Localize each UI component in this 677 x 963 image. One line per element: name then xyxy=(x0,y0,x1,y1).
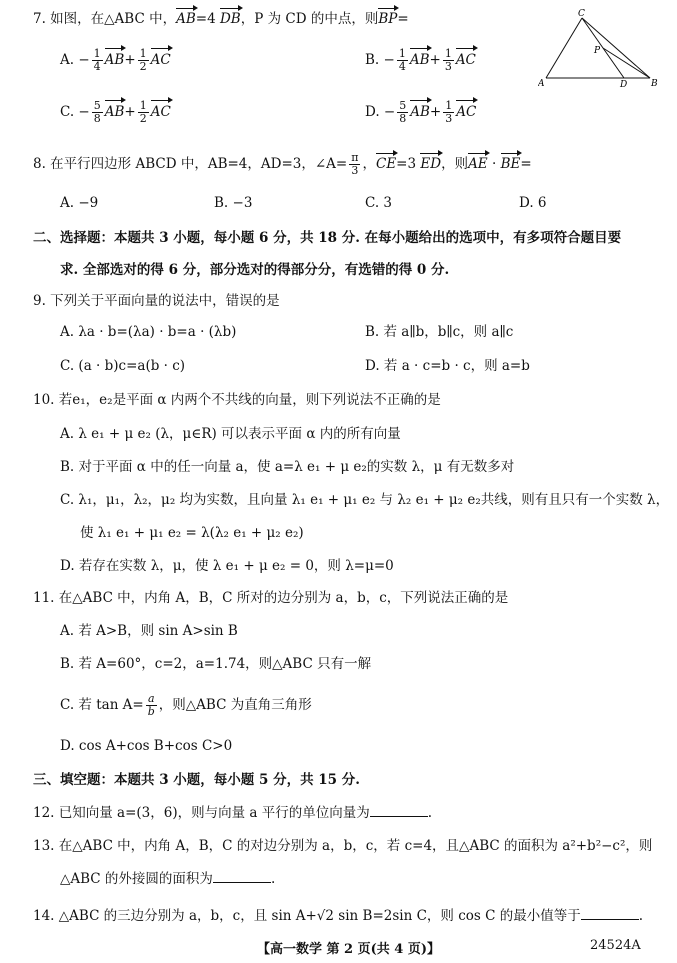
q7-rest: ，P 为 CD 的中点，则 xyxy=(240,11,379,27)
q10-stem: 10. 若e₁，e₂是平面 α 内两个不共线的向量，则下列说法不正确的是 xyxy=(33,392,441,408)
fraction xyxy=(397,100,408,125)
vec-ab: AB xyxy=(409,52,430,68)
q7-tail: = xyxy=(397,11,409,27)
q13-stem: 13. 在△ABC 中，内角 A，B，C 的对边分别为 a，b，c，若 c=4，且△ABC 的面积为 a²+b²−c²，则 xyxy=(33,838,653,854)
side-ca xyxy=(546,18,582,78)
q7-stem-text: 7. 如图，在△ABC 中， xyxy=(33,11,177,27)
fraction-a-b xyxy=(146,693,157,718)
q7-stem xyxy=(33,10,409,28)
q11-option-b: B. 若 A=60°，c=2，a=1.74，则△ABC 只有一解 xyxy=(60,656,372,672)
numerator: 1 xyxy=(93,47,101,60)
label-c: C xyxy=(578,9,585,19)
vec-ac: AC xyxy=(150,52,171,68)
vec-ac: AC xyxy=(456,104,477,120)
denominator: 4 xyxy=(93,60,101,73)
vec-ab: AB xyxy=(176,11,196,27)
q8-option-b: B. −3 xyxy=(214,195,253,211)
fraction xyxy=(138,48,149,73)
q8-option-a: A. −9 xyxy=(60,195,99,211)
numerator: a xyxy=(146,693,157,706)
label-b: B xyxy=(651,79,658,88)
q7-option-a xyxy=(60,48,171,73)
denominator: 4 xyxy=(398,60,406,73)
q9-option-a: A. λa · b=(λa) · b=a · (λb) xyxy=(60,324,237,340)
q11-stem: 11. 在△ABC 中，内角 A，B，C 所对的边分别为 a，b，c，下列说法正确的是 xyxy=(33,590,509,606)
opt-label: B. − xyxy=(365,52,395,68)
dot-operator: · xyxy=(491,156,497,172)
fraction xyxy=(443,48,454,73)
fraction-pi-3 xyxy=(349,152,360,177)
q8-option-d: D. 6 xyxy=(519,195,547,211)
numerator: π xyxy=(351,151,359,164)
q7-option-d xyxy=(365,100,476,125)
vec-db: DB xyxy=(219,11,241,27)
numerator: 1 xyxy=(445,99,453,112)
q12 xyxy=(33,804,432,822)
vec-ab: AB xyxy=(104,52,125,68)
numerator: 1 xyxy=(398,47,406,60)
q10-option-b: B. 对于平面 α 中的任一向量 a，使 a=λ e₁ + μ e₂的实数 λ，μ 有无数多对 xyxy=(60,459,515,475)
denominator: 2 xyxy=(139,112,147,125)
numerator: 5 xyxy=(93,99,101,112)
q8-option-c: C. 3 xyxy=(365,195,393,211)
numerator: 1 xyxy=(444,47,452,60)
vec-be: BE xyxy=(500,156,521,172)
label-a: A xyxy=(538,79,545,88)
q14 xyxy=(33,907,643,925)
denominator: b xyxy=(147,705,155,718)
q7-eq: =4 xyxy=(195,11,216,27)
q11-option-a: A. 若 A>B，则 sin A>sin B xyxy=(60,623,238,639)
q14-end: . xyxy=(638,908,644,924)
segment-pb xyxy=(603,48,650,78)
denominator: 3 xyxy=(445,112,453,125)
q7-option-c xyxy=(60,100,171,125)
q13-end: . xyxy=(270,871,276,887)
vec-ed: ED xyxy=(420,156,442,172)
section-2-heading: 二、选择题：本题共 3 小题，每小题 6 分，共 18 分. 在每小题给出的选项中，有多项符合题目要 xyxy=(33,230,622,246)
q14-stem: 14. △ABC 的三边分别为 a，b，c，且 sin A+√2 sin B=2sin C，则 cos C 的最小值等于 xyxy=(33,908,581,924)
page-footer: 【高一数学 第 2 页(共 4 页)】 xyxy=(257,942,441,957)
opt-label: C. − xyxy=(60,104,90,120)
q7-option-b xyxy=(365,48,476,73)
plus: + xyxy=(429,52,441,68)
q13-stem-cont: △ABC 的外接圆的面积为 xyxy=(60,871,213,887)
denominator: 8 xyxy=(93,112,101,125)
fraction xyxy=(92,48,103,73)
q8-eq: =3 xyxy=(396,156,417,172)
vec-ab: AB xyxy=(104,104,125,120)
answer-blank xyxy=(370,804,428,817)
fraction xyxy=(92,100,103,125)
section-2-heading-cont: 求. 全部选对的得 6 分，部分选对的得部分分，有选错的得 0 分. xyxy=(60,262,450,278)
triangle-figure xyxy=(538,8,662,88)
plus: + xyxy=(124,104,136,120)
section-3-heading: 三、填空题：本题共 3 小题，每小题 5 分，共 15 分. xyxy=(33,772,360,788)
vec-ac: AC xyxy=(455,52,476,68)
fraction xyxy=(397,48,408,73)
q10-option-c: C. λ₁，μ₁，λ₂，μ₂ 均为实数，且向量 λ₁ e₁ + μ₁ e₂ 与 λ₂ e₁ + μ₂ e₂共线，则有且只有一个实数 λ， xyxy=(60,492,670,508)
q10-option-c-cont: 使 λ₁ e₁ + μ₁ e₂ = λ(λ₂ e₁ + μ₂ e₂) xyxy=(80,525,304,541)
denominator: 2 xyxy=(139,60,147,73)
side-cb xyxy=(582,18,650,78)
vec-ce: CE xyxy=(375,156,397,172)
q8-stem: 8. 在平行四边形 ABCD 中，AB=4，AD=3，∠A= $\frac{\pi}{3}$ ，CE=3 ED，则AE · BE= xyxy=(33,151,532,177)
q11-c-post: ，则△ABC 为直角三角形 xyxy=(158,697,312,713)
label-d: D xyxy=(620,80,628,88)
q9-option-c: C. (a · b)c=a(b · c) xyxy=(60,358,186,374)
opt-label: D. − xyxy=(365,104,396,120)
q9-stem: 9. 下列关于平面向量的说法中，错误的是 xyxy=(33,293,280,309)
vec-bp: BP xyxy=(378,11,398,27)
q11-c-pre: C. 若 tan A= xyxy=(60,697,144,713)
q10-option-d: D. 若存在实数 λ，μ，使 λ e₁ + μ e₂ = 0，则 λ=μ=0 xyxy=(60,558,394,574)
q13-cont xyxy=(60,870,275,888)
answer-blank xyxy=(213,870,271,883)
fraction xyxy=(138,100,149,125)
denominator: 3 xyxy=(351,164,359,177)
q8-rest: ，则 xyxy=(441,156,469,172)
q8-stem-text: 8. 在平行四边形 ABCD 中，AB=4，AD=3，∠A= xyxy=(33,156,348,172)
q11-option-c xyxy=(60,693,312,718)
q8-tail: = xyxy=(520,156,532,172)
numerator: 5 xyxy=(399,99,407,112)
denominator: 8 xyxy=(399,112,407,125)
q10-option-a: A. λ e₁ + μ e₂ (λ，μ∈R) 可以表示平面 α 内的所有向量 xyxy=(60,426,401,442)
fraction xyxy=(443,100,454,125)
q11-option-d: D. cos A+cos B+cos C>0 xyxy=(60,738,233,754)
denominator: 3 xyxy=(444,60,452,73)
plus: + xyxy=(429,104,442,120)
vec-ae: AE xyxy=(468,156,488,172)
numerator: 1 xyxy=(139,47,147,60)
q12-end: . xyxy=(427,805,433,821)
label-p: P xyxy=(594,46,601,56)
vec-ab: AB xyxy=(410,104,430,120)
q12-stem: 12. 已知向量 a=(3，6)，则与向量 a 平行的单位向量为 xyxy=(33,805,370,821)
opt-label: A. − xyxy=(60,52,90,68)
q9-option-d: D. 若 a · c=b · c，则 a=b xyxy=(365,358,530,374)
q9-option-b: B. 若 a∥b，b∥c，则 a∥c xyxy=(365,324,514,340)
answer-blank xyxy=(581,907,639,920)
plus: + xyxy=(124,52,136,68)
numerator: 1 xyxy=(139,99,147,112)
vec-ac: AC xyxy=(150,104,171,120)
exam-code: 24524A xyxy=(590,938,641,953)
